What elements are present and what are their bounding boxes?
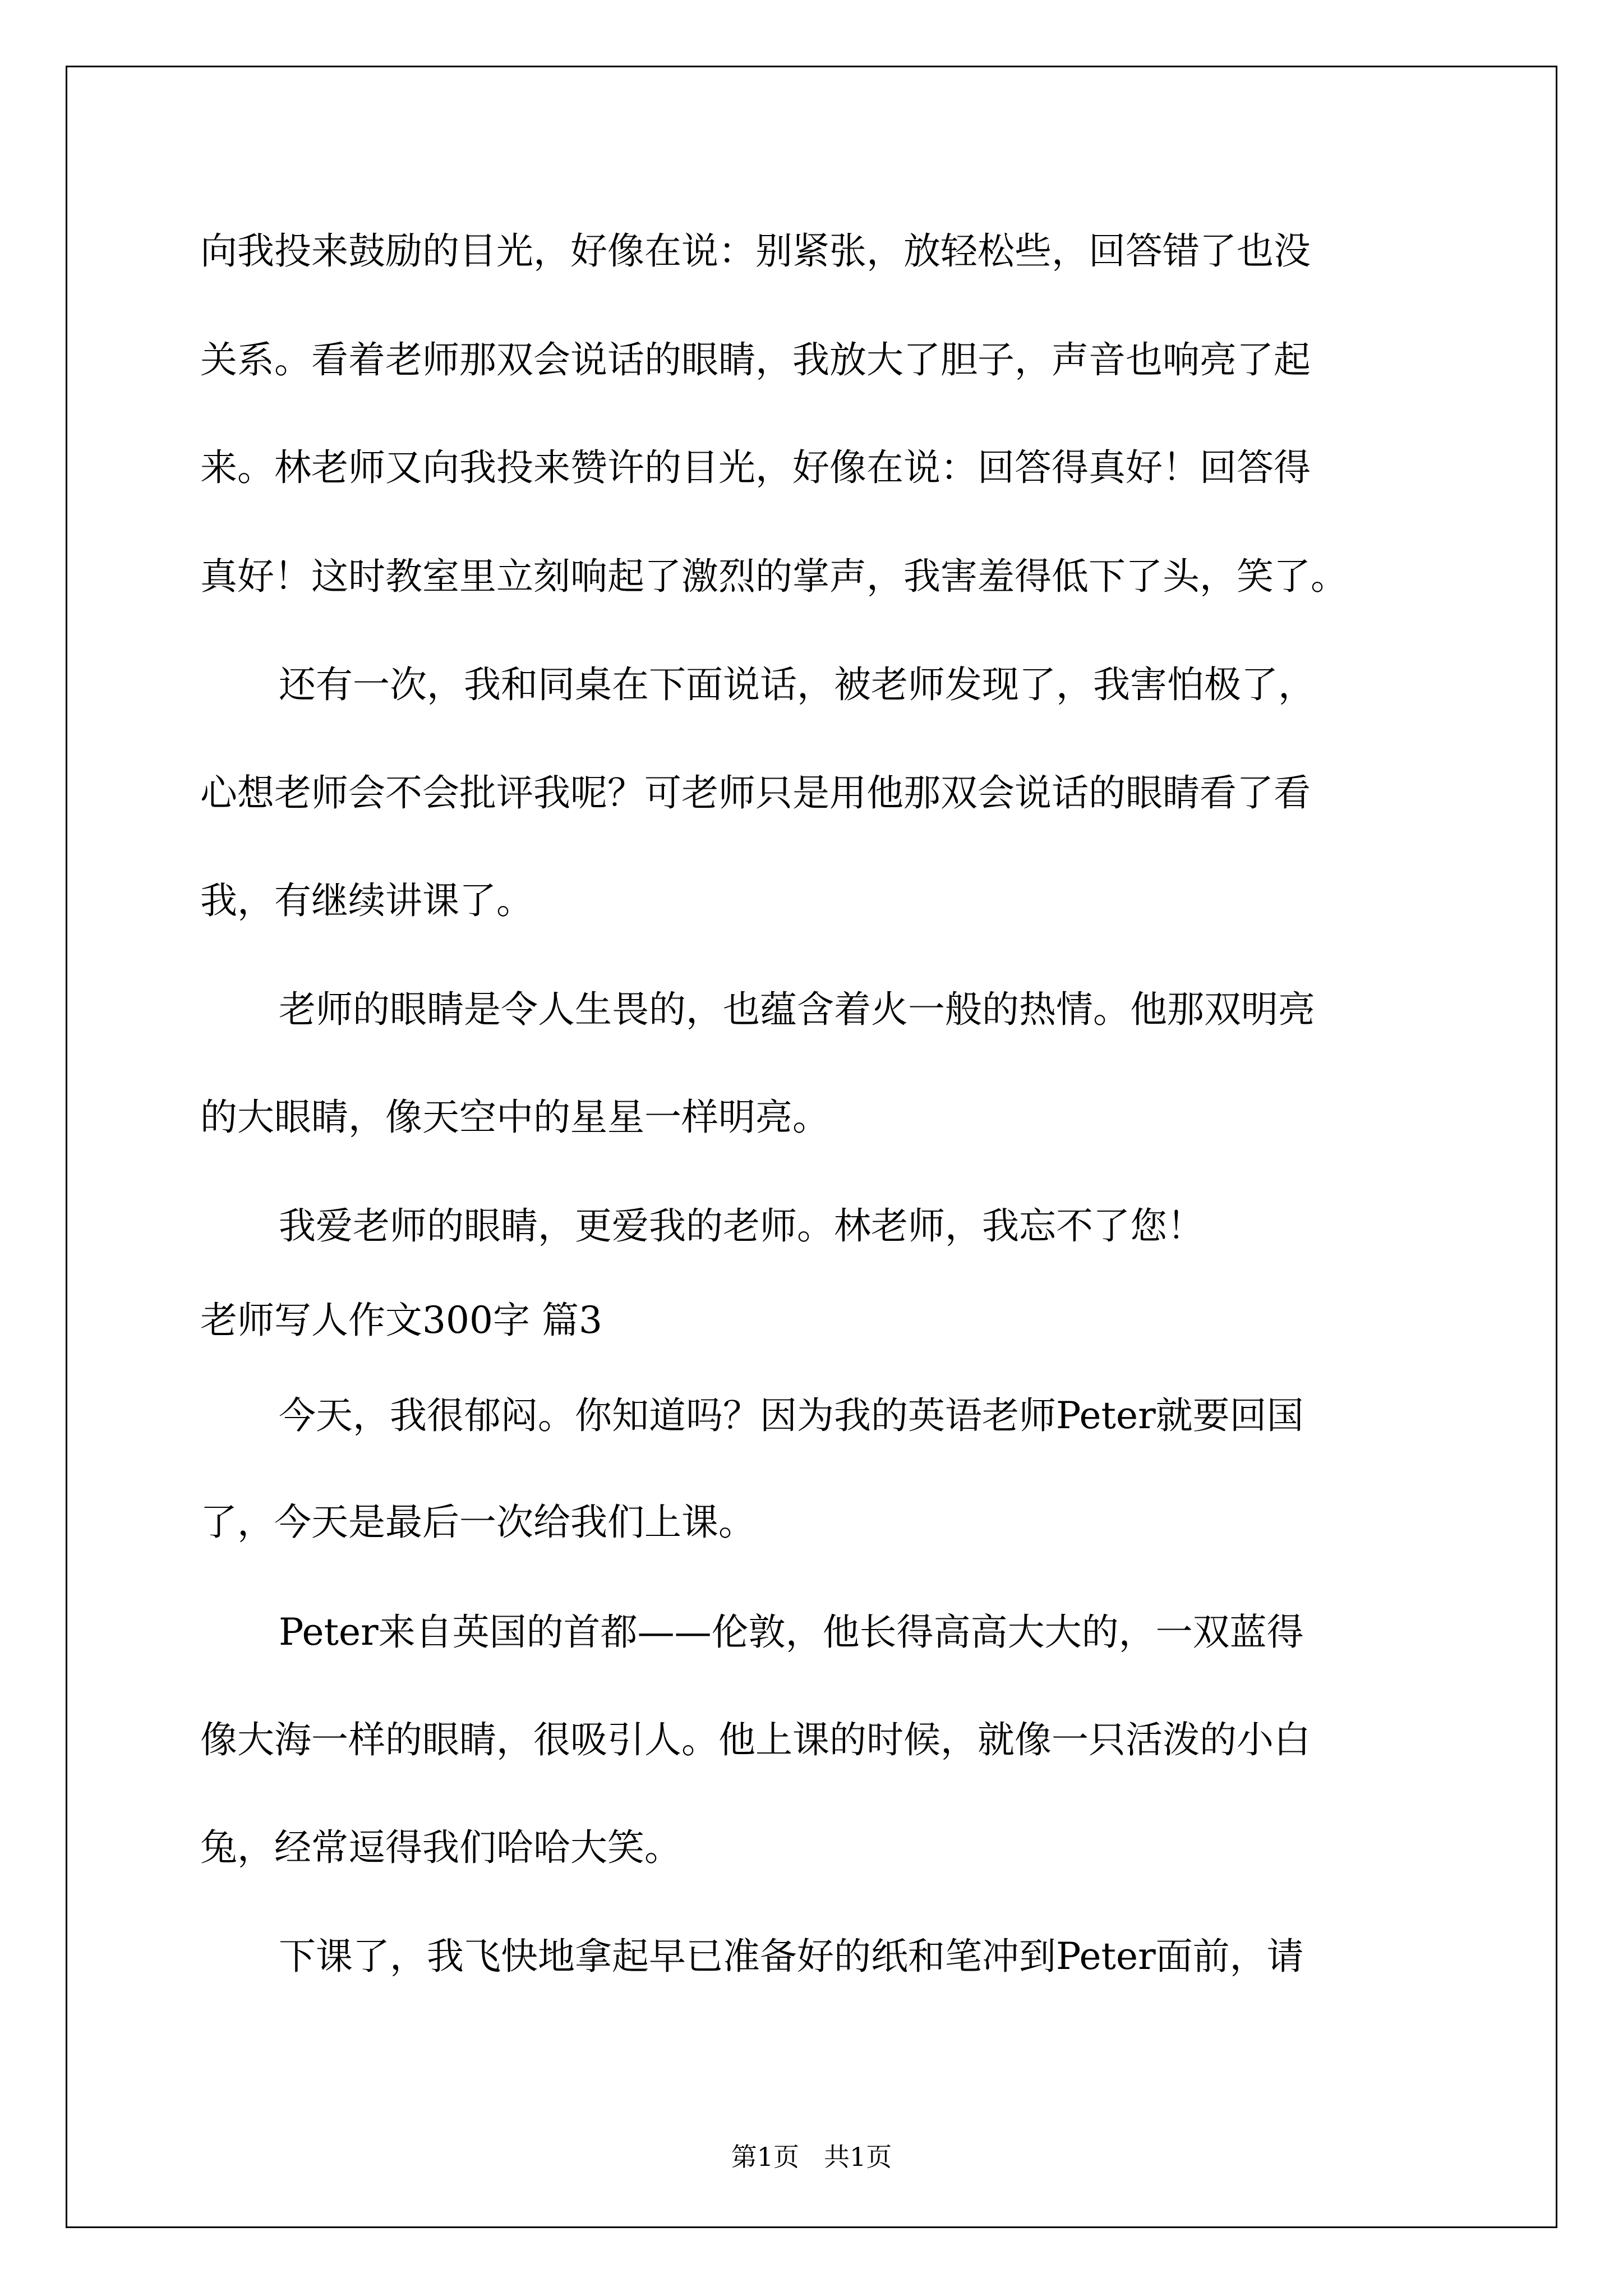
paragraph-line: 我，有继续讲课了。 <box>200 879 533 922</box>
paragraph-line: 老师的眼睛是令人生畏的，也蕴含着火一般的热情。他那双明亮 <box>279 988 1315 1031</box>
paragraph-line: 向我投来鼓励的目光，好像在说：别紧张，放轻松些，回答错了也没 <box>200 229 1311 273</box>
page-number: 第1页 <box>731 2142 800 2172</box>
paragraph-line: 还有一次，我和同桌在下面说话，被老师发现了，我害怕极了， <box>279 663 1315 706</box>
paragraph-line: 今天，我很郁闷。你知道吗？因为我的英语老师Peter就要回国 <box>279 1394 1304 1437</box>
paragraph-line: Peter来自英国的首都——伦敦，他长得高高大大的，一双蓝得 <box>279 1611 1304 1654</box>
paragraph-line: 了，今天是最后一次给我们上课。 <box>200 1501 755 1544</box>
paragraph-line: 像大海一样的眼睛，很吸引人。他上课的时候，就像一只活泼的小白 <box>200 1718 1311 1761</box>
paragraph-line: 来。林老师又向我投来赞许的目光，好像在说：回答得真好！回答得 <box>200 446 1311 489</box>
page-border <box>66 66 1557 2228</box>
section-heading: 老师写人作文300字 篇3 <box>200 1299 602 1342</box>
paragraph-line: 的大眼睛，像天空中的星星一样明亮。 <box>200 1096 829 1139</box>
paragraph-line: 关系。看着老师那双会说话的眼睛，我放大了胆子，声音也响亮了起 <box>200 338 1311 381</box>
page-total: 共1页 <box>823 2142 892 2172</box>
paragraph-line: 兔，经常逗得我们哈哈大笑。 <box>200 1826 681 1869</box>
page-footer <box>0 2140 1623 2174</box>
paragraph-line: 真好！这时教室里立刻响起了激烈的掌声，我害羞得低下了头，笑了。 <box>200 555 1348 598</box>
paragraph-line: 心想老师会不会批评我呢？可老师只是用他那双会说话的眼睛看了看 <box>200 771 1311 815</box>
paragraph-line: 我爱老师的眼睛，更爱我的老师。林老师，我忘不了您！ <box>279 1204 1204 1248</box>
paragraph-line: 下课了，我飞快地拿起早已准备好的纸和笔冲到Peter面前，请 <box>279 1935 1304 1978</box>
